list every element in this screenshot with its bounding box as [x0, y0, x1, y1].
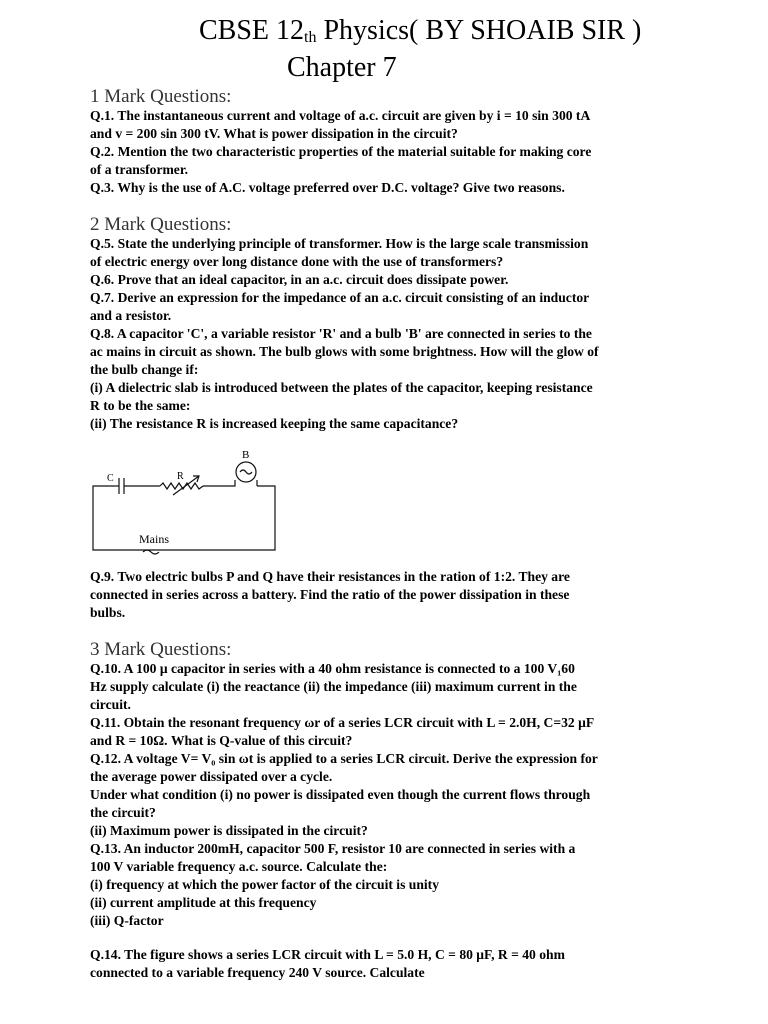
text-line: and a resistor. — [90, 308, 172, 323]
text-line: (i) A dielectric slab is introduced between the plates of the capacitor, keeping resistance — [90, 380, 593, 395]
text-line: connected in series across a battery. Find the ratio of the power dissipation in these — [90, 587, 570, 602]
text-line: Under what condition (i) no power is dissipated even though the current flows through — [90, 787, 591, 802]
text-line: Q.7. Derive an expression for the impedance of an a.c. circuit consisting of an inductor — [90, 290, 590, 305]
bulb-filament — [240, 470, 252, 474]
text-line: Q.11. Obtain the resonant frequency ωr of a series LCR circuit with L = 2.0H, C=32 μF — [90, 715, 595, 730]
text-line: (ii) current amplitude at this frequency — [90, 895, 317, 910]
text-line: Q.5. State the underlying principle of transformer. How is the large scale transmission — [90, 236, 589, 251]
text-line: Hz supply calculate (i) the reactance (ii) the impedance (iii) maximum current in the — [90, 679, 577, 694]
text-line: the circuit? — [90, 805, 156, 820]
text-line: connected to a variable frequency 240 V source. Calculate — [90, 965, 425, 980]
section-heading-2-mark: 2 Mark Questions: — [90, 214, 232, 235]
text-line: (ii) The resistance R is increased keeping the same capacitance? — [90, 416, 459, 431]
text-line: (i) frequency at which the power factor of the circuit is unity — [90, 877, 439, 892]
question-14 — [90, 946, 680, 982]
text-line: Q.1. The instantaneous current and voltage of a.c. circuit are given by i = 10 sin 300 tA — [90, 108, 591, 123]
text-line: Q.6. Prove that an ideal capacitor, in an a.c. circuit does dissipate power. — [90, 272, 509, 287]
bulb-wire — [203, 480, 235, 486]
text-line: (iii) Q-factor — [90, 913, 164, 928]
label-b: B — [242, 449, 250, 461]
label-c: C — [107, 473, 114, 484]
text-line: Q.8. A capacitor 'C', a variable resistor 'R' and a bulb 'B' are connected in series to the — [90, 326, 592, 341]
text-line: R to be the same: — [90, 398, 191, 413]
question-9 — [90, 568, 680, 622]
text-line: and v = 200 sin 300 tV. What is power dissipation in the circuit? — [90, 126, 458, 141]
title-pre: CBSE 12 — [199, 15, 305, 46]
label-r: R — [177, 471, 184, 482]
chapter-title: Chapter 7 — [287, 52, 397, 83]
text-line: ac mains in circuit as shown. The bulb glows with some brightness. How will the glow of — [90, 344, 599, 359]
text-line: and R = 10Ω. What is Q-value of this circuit? — [90, 733, 353, 748]
text-line: (ii) Maximum power is dissipated in the circuit? — [90, 823, 368, 838]
text-line: Q.10. A 100 μ capacitor in series with a 40 ohm resistance is connected to a 100 V₁60 — [90, 661, 575, 676]
text-line: the average power dissipated over a cycle. — [90, 769, 333, 784]
circuit-diagram — [85, 448, 285, 556]
page-title — [199, 17, 641, 46]
text-line: of electric energy over long distance done with the use of transformers? — [90, 254, 504, 269]
title-post: Physics( BY SHOAIB SIR ) — [316, 15, 642, 46]
text-line: circuit. — [90, 697, 131, 712]
text-line: 100 V variable frequency a.c. source. Calculate the: — [90, 859, 388, 874]
section-heading-1-mark: 1 Mark Questions: — [90, 86, 232, 107]
text-line: Q.2. Mention the two characteristic properties of the material suitable for making core — [90, 144, 592, 159]
circuit-wire — [93, 486, 275, 550]
questions-3-mark — [90, 660, 680, 930]
text-line: Q.9. Two electric bulbs P and Q have their resistances in the ration of 1:2. They are — [90, 569, 570, 584]
title-sub: th — [304, 29, 317, 46]
section-heading-3-mark: 3 Mark Questions: — [90, 639, 232, 660]
text-line: Q.3. Why is the use of A.C. voltage preferred over D.C. voltage? Give two reasons. — [90, 180, 565, 195]
text-line: Q.12. A voltage V= V₀ sin ωt is applied to a series LCR circuit. Derive the expression for — [90, 751, 598, 766]
label-mains: Mains — [139, 532, 169, 546]
text-line: the bulb change if: — [90, 362, 199, 377]
text-line: bulbs. — [90, 605, 126, 620]
text-line: Q.13. An inductor 200mH, capacitor 500 F, resistor 10 are connected in series with a — [90, 841, 576, 856]
text-line: Q.14. The figure shows a series LCR circuit with L = 5.0 H, C = 80 μF, R = 40 ohm — [90, 947, 565, 962]
text-line: of a transformer. — [90, 162, 189, 177]
questions-2-mark — [90, 235, 680, 433]
questions-1-mark — [90, 107, 680, 197]
